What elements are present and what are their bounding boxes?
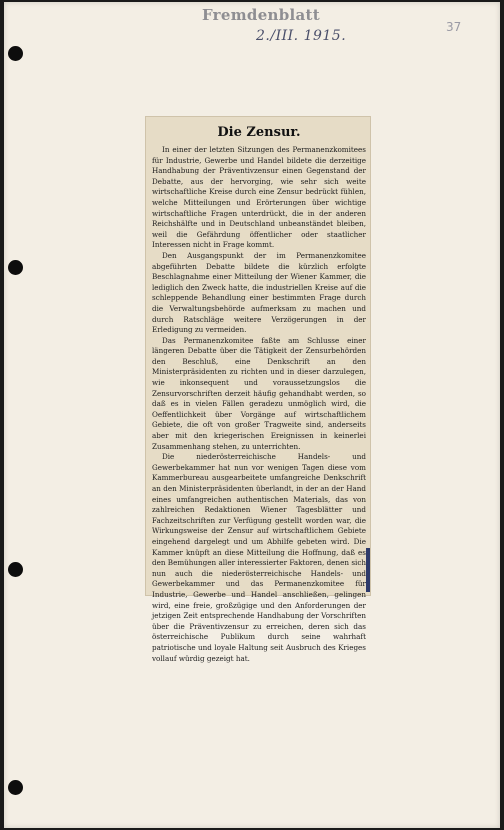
punch-hole bbox=[8, 780, 23, 795]
newspaper-clipping bbox=[145, 116, 371, 663]
ink-edge-mark bbox=[366, 548, 370, 592]
article-title: Die Zensur. bbox=[217, 125, 301, 140]
handwritten-date: 2./III. 1915. bbox=[256, 28, 347, 44]
folio-number: 37 bbox=[446, 20, 462, 34]
punch-hole bbox=[8, 46, 23, 61]
newspaper-stamp: Fremdenblatt bbox=[202, 6, 321, 24]
punch-hole bbox=[8, 562, 23, 577]
article-paragraph: Den Ausgangspunkt der im Permanenzkomitee abgeführten Debatte bildete die kürzlich erfolgte Beschlagnahme einer Mitteilung der Wiener Kammer, die lediglich den Zweck hatte, die industriellen Kreise auf die schleppende Behandlung einer bestimmten Frage durch die Verwaltungsbehörde aufmerksam zu machen und durch Ratschläge weitere Verzögerungen in der Erledigung zu vermeiden. bbox=[152, 250, 366, 335]
article-paragraph: In einer der letzten Sitzungen des Permanenzkomitees für Industrie, Gewerbe und Handel bildete die derzeitige Handhabung der Präventivzensur einen Gegenstand der Debatte, aus der hervorging, wie sehr sich weite wirtschaftliche Kreise durch eine Zensur bedrückt fühlen, welche Mitteilungen und Erörterungen über wichtige wirtschaftliche Fragen unterdrückt, die in der anderen Reichshälfte und in Deutschland unbeanständet bleiben, weil die Gefährdung öffentlicher oder staatlicher Interessen nicht in Frage kommt. bbox=[152, 145, 366, 250]
archive-page bbox=[4, 2, 500, 828]
article-paragraph: Die niederösterreichische Handels- und Gewerbekammer hat nun vor wenigen Tagen diese vom Kammerbureau ausgearbeitete umfangreiche Denkschrift an den Ministerpräsidenten überlandt, in der an der Hand eines umfangreichen authentischen Materials, das von zahlreichen Redaktionen Wiener Tagesblätter und Fachzeitschriften zur Verfügung gestellt worden war, die Wirkungsweise der Zensur auf wirtschaftlichem Gebiete eingehend dargelegt und um Abhilfe gebeten wird. Die Kammer knüpft an diese Mitteilung die Hoffnung, daß es den Bemühungen aller interessierter Faktoren, denen sich nun auch die niederösterreichische Handels- und Gewerbekammer und das Permanenzkomitee für Industrie, Gewerbe und Handel anschließen, gelingen wird, eine freie, großzügige und den Anforderungen der jetzigen Zeit entsprechende Handhabung der Vorschriften über die Präventivzensur zu erreichen, deren sich das österreichische Publikum durch seine wahrhaft patriotische und loyale Haltung seit Ausbruch des Krieges vollauf würdig gezeigt hat. bbox=[152, 452, 366, 663]
punch-hole bbox=[8, 260, 23, 275]
article-paragraph: Das Permanenzkomitee faßte am Schlusse einer längeren Debatte über die Tätigkeit der Zensurbehörden den Beschluß, eine Denkschrift an den Ministerpräsidenten zu richten und in dieser darzulegen, wie inkonsequent und voraussetzungslos die Zensurvorschriften derzeit häufig gehandhabt werden, so daß es in vielen Fällen geradezu unmöglich wird, die Oeffentlichkeit über Vorgänge auf wirtschaftlichem Gebiete, die oft von großer Tragweite sind, anderseits aber mit den kriegerischen Ereignissen in keinerlei Zusammenhang stehen, zu unterrichten. bbox=[152, 335, 366, 451]
